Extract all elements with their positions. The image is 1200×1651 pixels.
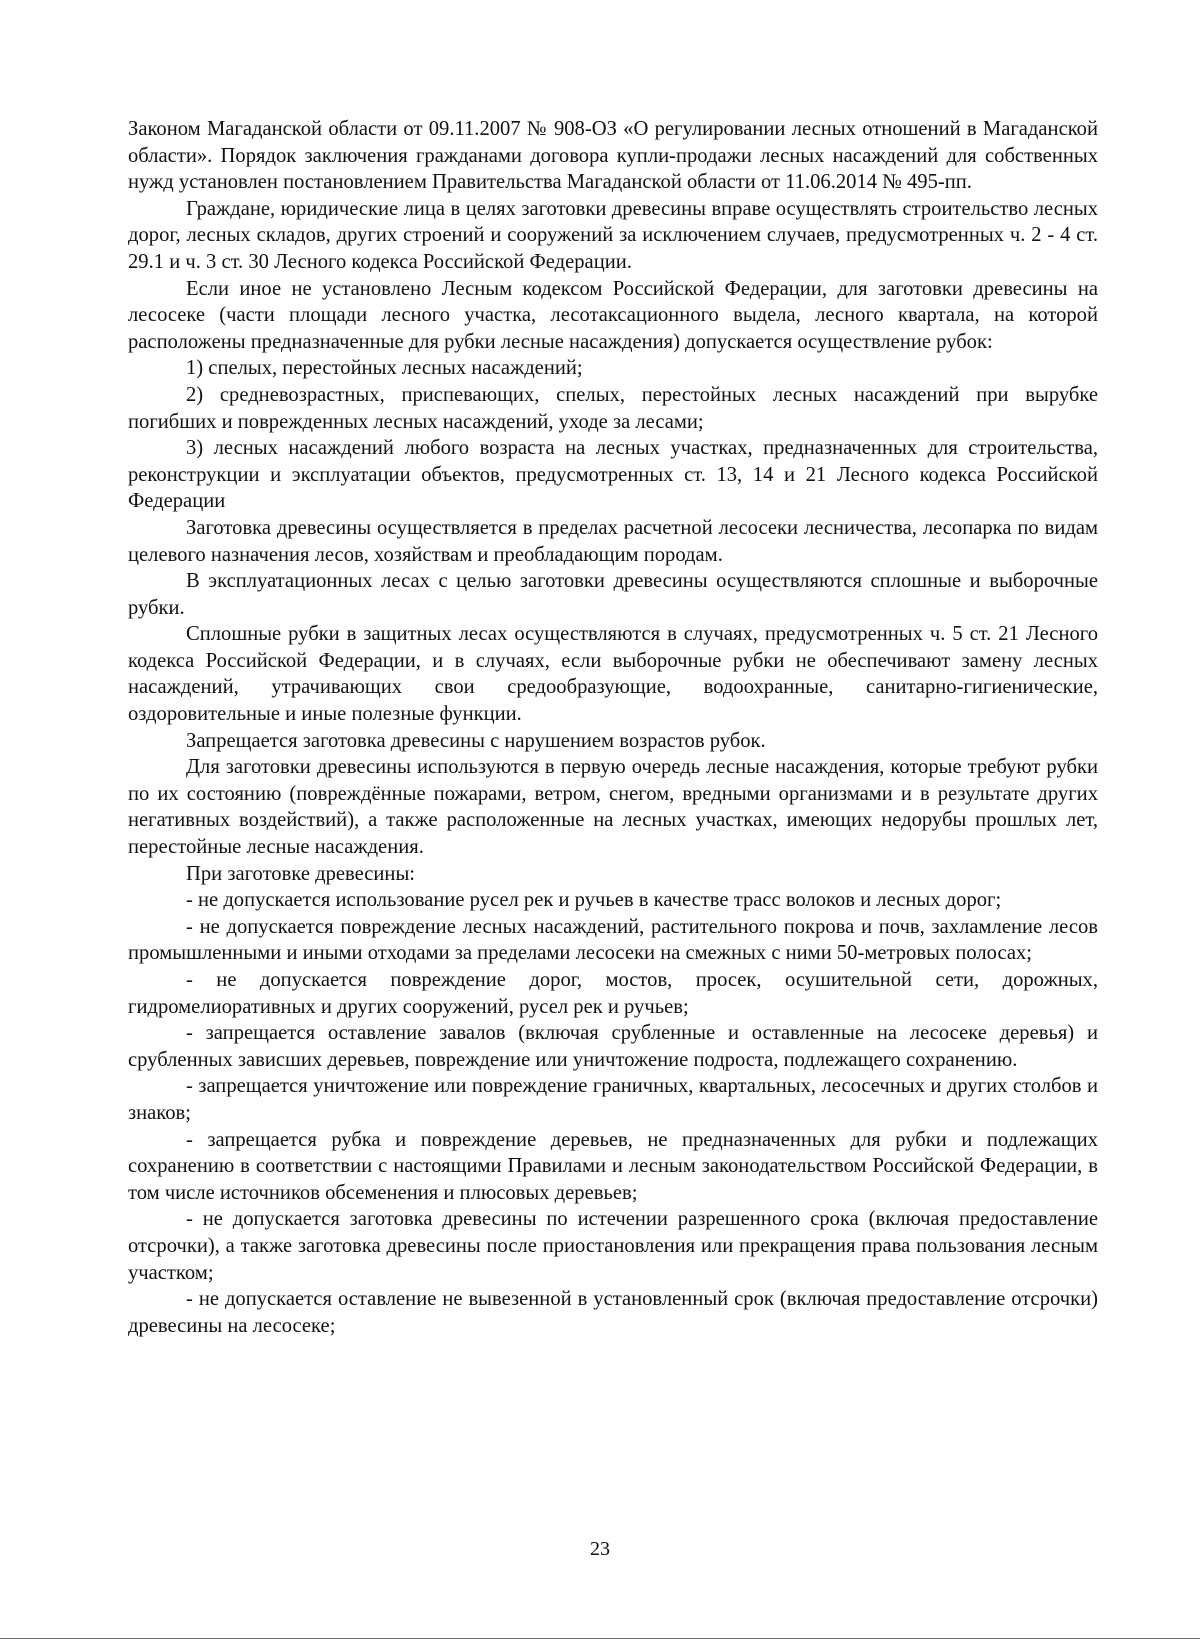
footer-divider xyxy=(0,1638,1200,1639)
page-number: 23 xyxy=(590,1538,610,1560)
list-item-2: 2) средневозрастных, приспевающих, спелых, перестойных лесных насаждений при вырубке погибших и поврежденных лесных насаждений, уходе за лесами; xyxy=(128,383,1098,433)
rule-item-6: - запрещается рубка и повреждение деревьев, не предназначенных для рубки и подлежащих сохранению в соответствии с настоящими Правилами и лесным законодательством Российской Федерации, в том числе источников обсеменения и плюсовых деревьев; xyxy=(128,1128,1098,1204)
paragraph-6: Сплошные рубки в защитных лесах осуществляются в случаях, предусмотренных ч. 5 ст. 21 Лесного кодекса Российской Федерации, и в случаях, если выборочные рубки не обеспечивают замену лесных насаждений, утрачивающих свои средообразующие, водоохранные, санитарно-гигиенические, оздоровительные и иные полезные функции. xyxy=(128,623,1098,726)
paragraph-3: Если иное не установлено Лесным кодексом Российской Федерации, для заготовки древесины на лесосеке (части площади лесного участка, лесотаксационного выдела, лесного квартала, на которой расположены предназначенные для рубки лесные насаждения) допускается осуществление рубок: xyxy=(128,277,1098,353)
paragraph-1: Законом Магаданской области от 09.11.2007 № 908-ОЗ «О регулировании лесных отношений в Магаданской области». Порядок заключения гражданами договора купли-продажи лесных насаждений для собственных нужд установлен постановлением Правительства Магаданской области от 11.06.2014 № 495-пп. xyxy=(128,118,1098,194)
paragraph-4: Заготовка древесины осуществляется в пределах расчетной лесосеки лесничества, лесопарка по видам целевого назначения лесов, хозяйствам и преобладающим породам. xyxy=(128,516,1098,566)
paragraph-7: Запрещается заготовка древесины с нарушением возрастов рубок. xyxy=(186,729,766,752)
rule-item-1: - не допускается использование русел рек и ручьев в качестве трасс волоков и лесных дорог; xyxy=(186,889,1002,912)
list-item-3: 3) лесных насаждений любого возраста на лесных участках, предназначенных для строительства, реконструкции и эксплуатации объектов, предусмотренных ст. 13, 14 и 21 Лесного кодекса Российской Федерации xyxy=(128,437,1098,513)
rule-item-5: - запрещается уничтожение или повреждение граничных, квартальных, лесосечных и других столбов и знаков; xyxy=(128,1075,1098,1124)
paragraph-8: Для заготовки древесины используются в первую очередь лесные насаждения, которые требуют рубки по их состоянию (повреждённые пожарами, ветром, снегом, вредными организмами и в результате других негативных воздействий), а также расположенные на лесных участках, имеющих недорубы прошлых лет, перестойные лесные насаждения. xyxy=(128,756,1098,859)
list-item-1: 1) спелых, перестойных лесных насаждений; xyxy=(186,357,583,380)
paragraph-9: При заготовке древесины: xyxy=(186,862,416,885)
rule-item-7: - не допускается заготовка древесины по истечении разрешенного срока (включая предоставление отсрочки), а также заготовка древесины после приостановления или прекращения права пользования лесным участком; xyxy=(128,1208,1098,1284)
paragraph-2: Граждане, юридические лица в целях заготовки древесины вправе осуществлять строительство лесных дорог, лесных складов, других строений и сооружений за исключением случаев, предусмотренных ч. 2 - 4 ст. 29.1 и ч. 3 ст. 30 Лесного кодекса Российской Федерации. xyxy=(128,197,1098,273)
rule-item-2: - не допускается повреждение лесных насаждений, растительного покрова и почв, захламление лесов промышленными и иными отходами за пределами лесосеки на смежных с ними 50-метровых полосах; xyxy=(128,915,1098,965)
paragraph-5: В эксплуатационных лесах с целью заготовки древесины осуществляются сплошные и выборочные рубки. xyxy=(128,570,1098,619)
rule-item-8: - не допускается оставление не вывезенной в установленный срок (включая предоставление отсрочки) древесины на лесосеке; xyxy=(128,1288,1098,1337)
rule-item-4: - запрещается оставление завалов (включая срубленные и оставленные на лесосеке деревья) и срубленных зависших деревьев, повреждение или уничтожение подроста, подлежащего сохранению. xyxy=(128,1022,1098,1071)
document-body xyxy=(128,116,1098,1339)
rule-item-3: - не допускается повреждение дорог, мостов, просек, осушительной сети, дорожных, гидромелиоративных и других сооружений, русел рек и ручьев; xyxy=(128,969,1098,1018)
